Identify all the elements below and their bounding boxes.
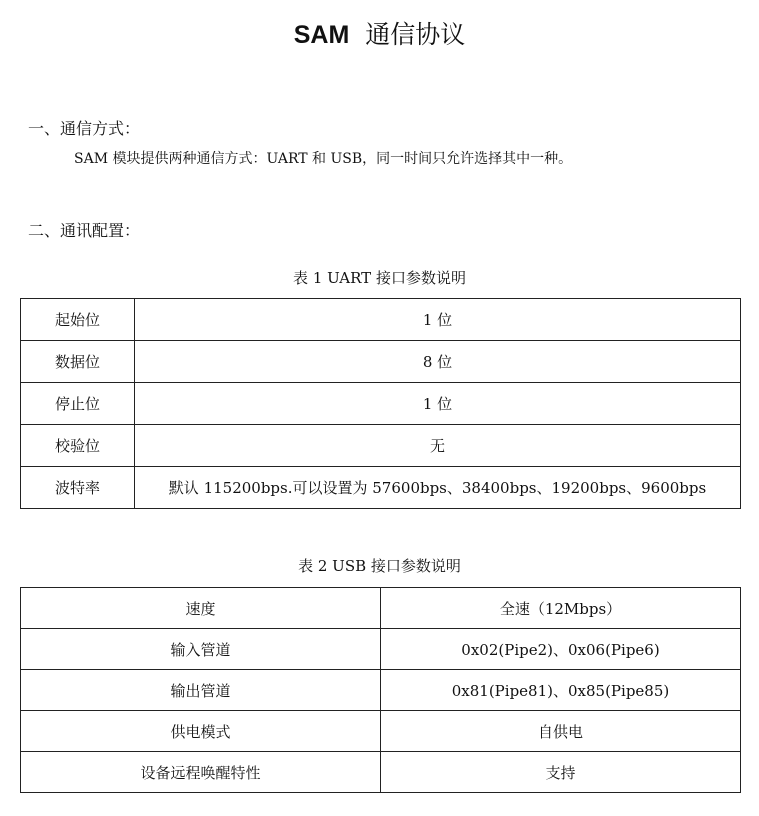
section-heading-communication-mode: 一、通信方式： <box>28 119 141 138</box>
usb-param-label: 输出管道 <box>21 670 381 711</box>
uart-param-label: 数据位 <box>21 341 135 383</box>
table-row <box>21 670 741 711</box>
table-row <box>21 711 741 752</box>
uart-param-value: 无 <box>135 425 741 467</box>
usb-param-value: 自供电 <box>381 711 741 752</box>
usb-param-value: 支持 <box>381 752 741 793</box>
uart-param-label: 停止位 <box>21 383 135 425</box>
uart-parameter-table <box>20 298 741 509</box>
usb-param-label: 速度 <box>21 588 381 629</box>
usb-table-caption: 表 2 USB 接口参数说明 <box>298 557 461 575</box>
table-row <box>21 467 741 509</box>
uart-param-value: 8 位 <box>135 341 741 383</box>
usb-parameter-table <box>20 587 741 793</box>
usb-param-value: 0x81(Pipe81)、0x85(Pipe85) <box>381 670 741 711</box>
uart-table-caption: 表 1 UART 接口参数说明 <box>293 269 466 287</box>
uart-param-value: 1 位 <box>135 383 741 425</box>
usb-param-label: 输入管道 <box>21 629 381 670</box>
section-heading-communication-config: 二、通讯配置： <box>28 221 141 240</box>
document-title-cjk: 通信协议 <box>365 20 466 49</box>
table-row <box>21 383 741 425</box>
usb-param-label: 设备远程唤醒特性 <box>21 752 381 793</box>
usb-param-label: 供电模式 <box>21 711 381 752</box>
document-title-latin: SAM <box>293 21 350 49</box>
table-row <box>21 629 741 670</box>
usb-param-value: 0x02(Pipe2)、0x06(Pipe6) <box>381 629 741 670</box>
uart-param-label: 起始位 <box>21 299 135 341</box>
table-row <box>21 341 741 383</box>
uart-param-value: 1 位 <box>135 299 741 341</box>
uart-param-value: 默认 115200bps.可以设置为 57600bps、38400bps、19200bps、9600bps <box>135 467 741 509</box>
table-row <box>21 588 741 629</box>
uart-param-label: 校验位 <box>21 425 135 467</box>
table-row <box>21 752 741 793</box>
table-row <box>21 425 741 467</box>
table-row <box>21 299 741 341</box>
communication-mode-paragraph: SAM 模块提供两种通信方式：UART 和 USB，同一时间只允许选择其中一种。 <box>74 151 573 167</box>
uart-param-label: 波特率 <box>21 467 135 509</box>
document-title <box>0 18 759 52</box>
usb-param-value: 全速（12Mbps） <box>381 588 741 629</box>
